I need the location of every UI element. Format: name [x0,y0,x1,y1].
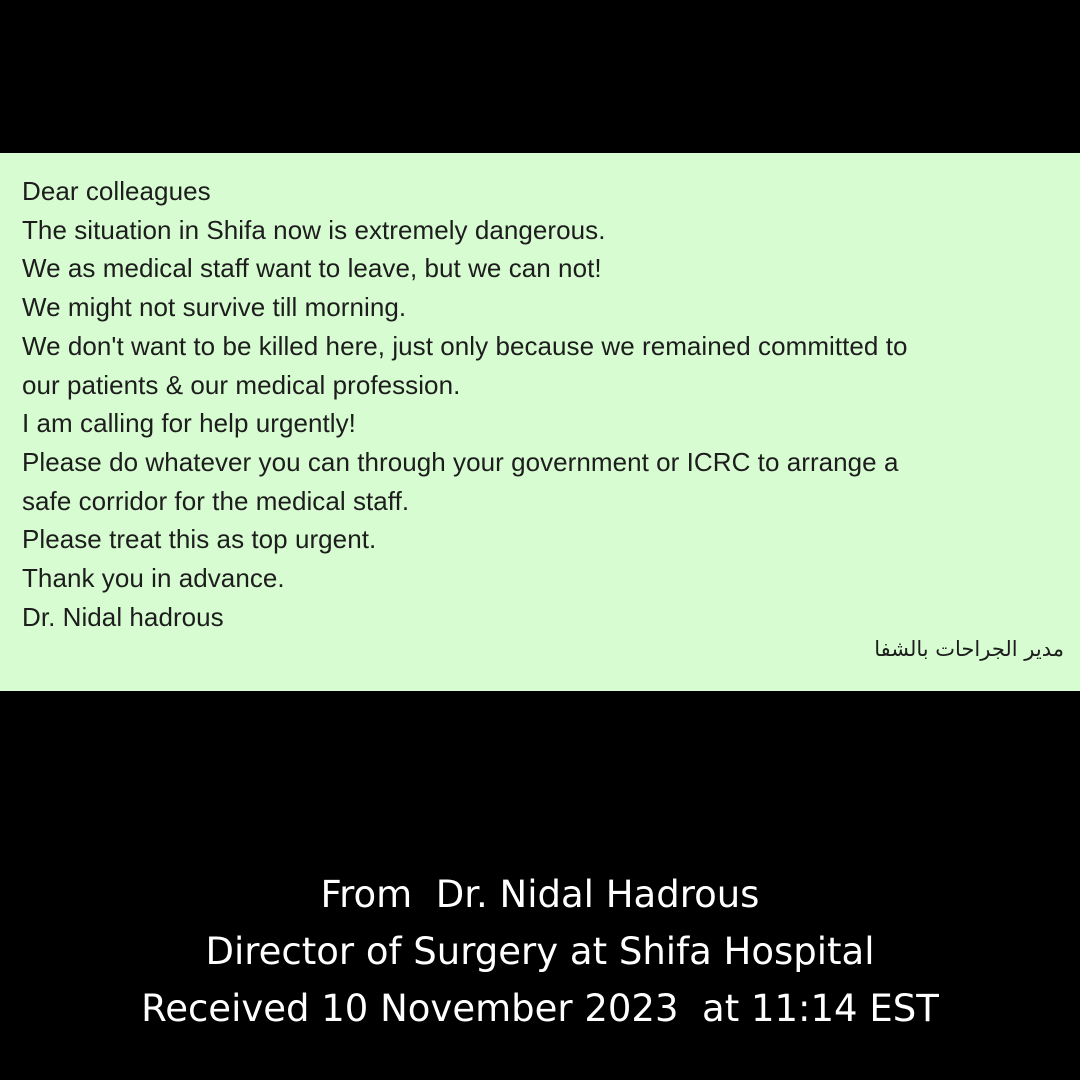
message-body [22,172,1058,636]
message-screenshot [0,153,1080,691]
message-line: We might not survive till morning. [22,292,407,323]
message-line: safe corridor for the medical staff. [22,485,410,516]
message-line: We don't want to be killed here, just only because we remained committed to [22,330,908,361]
arabic-title-signature: مدير الجراحات بالشفا [874,637,1064,661]
message-line: Please do whatever you can through your government or ICRC to arrange a [22,446,899,477]
message-line: We as medical staff want to leave, but we can not! [22,253,602,284]
caption-role: Director of Surgery at Shifa Hospital [205,930,875,973]
message-line: Dear colleagues [22,176,211,206]
message-line: I am calling for help urgently! [22,408,356,439]
message-line: Please treat this as top urgent. [22,524,377,555]
caption-received: Received 10 November 2023 at 11:14 EST [141,987,939,1030]
caption-from: From Dr. Nidal Hadrous [320,873,760,916]
message-line: The situation in Shifa now is extremely dangerous. [22,214,606,245]
message-line: Thank you in advance. [22,563,285,594]
message-signature: Dr. Nidal hadrous [22,601,224,632]
caption [0,866,1080,1037]
message-line: our patients & our medical profession. [22,369,461,400]
